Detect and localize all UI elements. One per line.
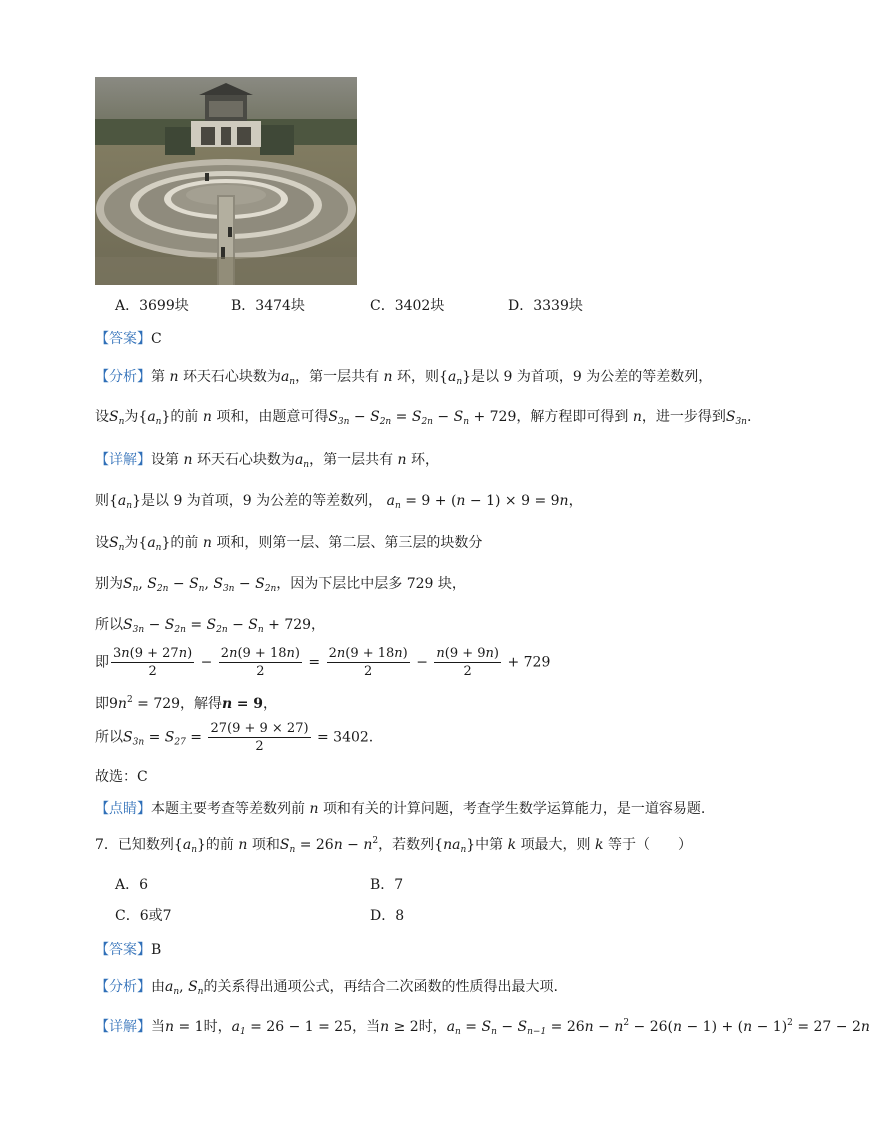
detail-line-6: 即 $\frac{3n(9 + 27n)}{2}$ − $\frac{2n(9 + 18n)}{2}$ = $\frac{2n(9 + 18n)}{2}$ − $\frac{n(9 + 9n)}{2}$ + 729 [95,646,551,679]
q7-option-a: A．6 [115,877,149,893]
detail-line-3: 设$S_n$为$\{a_n\}$的前 n 项和，则第一层、第二层、第三层的块数分 [95,535,483,553]
comment-line: 【点睛】本题主要考查等差数列前 n 项和有关的计算问题，考查学生数学运算能力，是一道容易题. [95,801,706,817]
q7-detail-tag: 【详解】 [95,1019,151,1035]
detail-line-2: 则$\{a_n\}$是以 9 为首项，9 为公差的等差数列， $a_n = 9 + (n - 1) \times 9 = 9n$， [95,493,583,511]
detail-line-5: 所以$S_{3n} - S_{2n} = S_{2n} - S_n + 729$， [95,617,326,635]
q7-stem: 7．已知数列$\{a_n\}$的前 n 项和$S_n = 26n - n^2$，若数列$\{na_n\}$中第 k 项最大，则 k 等于（ ） [95,836,692,855]
conclusion: 故选：C [95,769,148,785]
detail-line-7: 即$9n^2 = 729$，解得n = 9， [95,695,278,712]
comment-tag: 【点睛】 [95,801,151,817]
analysis-tag: 【分析】 [95,369,151,385]
q7-detail-line: 【详解】当n = 1时，$a_1 = 26 - 1 = 25$，当n ≥ 2时，$a_n = S_n - S_{n-1} = 26n - n^2 - 26(n - 1) + (n - 1)^2 = 27 - 2n$ [95,1018,870,1037]
option-c: C．3402块 [370,298,445,314]
analysis-line-1: 【分析】第 n 环天石心块数为$a_n$，第一层共有 n 环，则$\{a_n\}$是以 9 为首项，9 为公差的等差数列， [95,369,713,387]
q7-answer-line [95,939,161,959]
q7-analysis-tag: 【分析】 [95,979,151,995]
q7-analysis-line: 【分析】由$a_n$, $S_n$的关系得出通项公式，再结合二次函数的性质得出最大项. [95,979,558,997]
answer-tag: 【答案】 [95,331,151,347]
answer-line [95,328,162,348]
option-b: B．3474块 [231,298,305,314]
altar-photo [95,77,357,285]
q7-option-d: D．8 [370,908,405,924]
answer-value: C [151,331,162,347]
q7-option-c: C．6或7 [115,908,172,924]
detail-line-4: 别为$S_n$, $S_{2n} - S_n$, $S_{3n} - S_{2n}$，因为下层比中层多 729 块， [95,576,466,594]
detail-tag: 【详解】 [95,452,151,468]
q7-answer-value: B [151,942,162,958]
option-d: D．3339块 [508,298,583,314]
analysis-line-2: 设$S_n$为$\{a_n\}$的前 n 项和，由题意可得$S_{3n} - S_{2n} = S_{2n} - S_n + 729$，解方程即可得到 n，进一步得到$S_{3n}$. [95,409,752,427]
q7-option-b: B．7 [370,877,404,893]
detail-line-1: 【详解】设第 n 环天石心块数为$a_n$，第一层共有 n 环， [95,452,440,470]
q7-answer-tag: 【答案】 [95,942,151,958]
option-a: A．3699块 [115,298,189,314]
detail-line-8: 所以$S_{3n} = S_{27}$ = $\frac{27(9 + 9 \times 27)}{2}$ = 3402. [95,721,374,754]
